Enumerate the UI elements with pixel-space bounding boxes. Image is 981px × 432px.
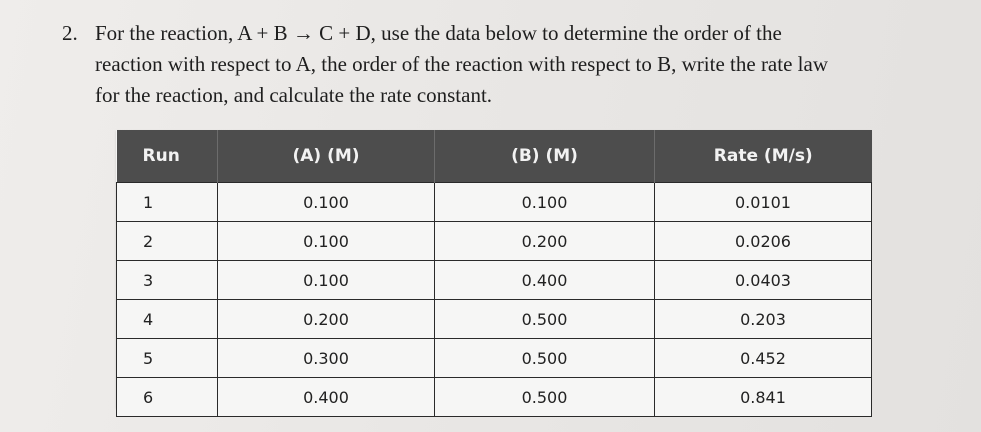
table-header-row xyxy=(117,130,872,183)
cell-run: 2 xyxy=(117,222,218,261)
table-row xyxy=(117,378,872,417)
cell-run: 1 xyxy=(117,183,218,222)
table-row xyxy=(117,339,872,378)
cell-rate: 0.0206 xyxy=(655,222,872,261)
table-row xyxy=(117,261,872,300)
cell-run: 3 xyxy=(117,261,218,300)
cell-rate: 0.452 xyxy=(655,339,872,378)
cell-concentration-a: 0.300 xyxy=(218,339,435,378)
question-number: 2. xyxy=(62,21,78,45)
question-line-2: reaction with respect to A, the order of the reaction with respect to B, write the rate law xyxy=(95,52,828,76)
kinetics-data-table xyxy=(116,130,872,417)
cell-concentration-a: 0.400 xyxy=(218,378,435,417)
cell-rate: 0.203 xyxy=(655,300,872,339)
header-run: Run xyxy=(117,130,218,183)
header-rate: Rate (M/s) xyxy=(655,130,872,183)
cell-concentration-b: 0.100 xyxy=(435,183,655,222)
cell-run: 5 xyxy=(117,339,218,378)
header-concentration-a: (A) (M) xyxy=(218,130,435,183)
question-line-3: for the reaction, and calculate the rate constant. xyxy=(95,83,493,107)
cell-concentration-b: 0.400 xyxy=(435,261,655,300)
cell-concentration-b: 0.500 xyxy=(435,300,655,339)
cell-concentration-a: 0.100 xyxy=(218,183,435,222)
cell-concentration-b: 0.200 xyxy=(435,222,655,261)
table-row xyxy=(117,183,872,222)
question-text xyxy=(95,18,828,111)
cell-concentration-a: 0.100 xyxy=(218,222,435,261)
data-table-container xyxy=(116,130,871,408)
cell-rate: 0.841 xyxy=(655,378,872,417)
table-row xyxy=(117,300,872,339)
cell-concentration-a: 0.100 xyxy=(218,261,435,300)
table-row xyxy=(117,222,872,261)
question-line-1: For the reaction, A + B → C + D, use the data below to determine the order of the xyxy=(95,21,782,45)
cell-rate: 0.0101 xyxy=(655,183,872,222)
cell-run: 6 xyxy=(117,378,218,417)
cell-concentration-b: 0.500 xyxy=(435,378,655,417)
header-concentration-b: (B) (M) xyxy=(435,130,655,183)
cell-concentration-a: 0.200 xyxy=(218,300,435,339)
cell-rate: 0.0403 xyxy=(655,261,872,300)
cell-run: 4 xyxy=(117,300,218,339)
cell-concentration-b: 0.500 xyxy=(435,339,655,378)
